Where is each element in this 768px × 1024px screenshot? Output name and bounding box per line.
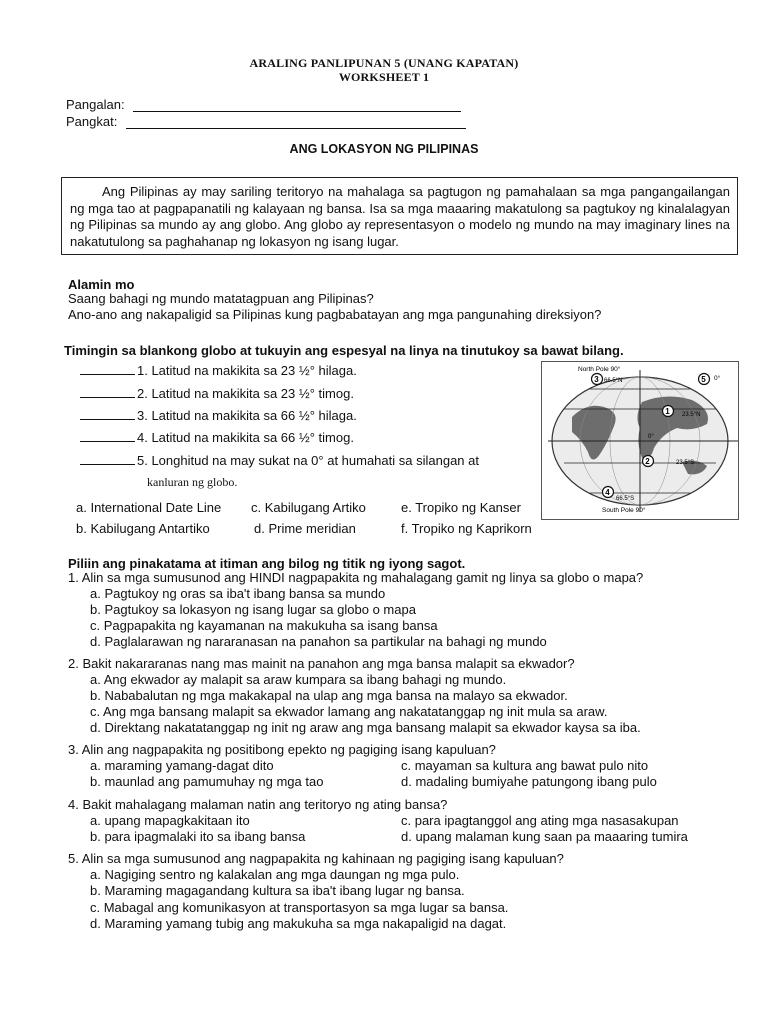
q2-option-b[interactable]: b. Nababalutan ng mga makakapal na ulap ang mga bansa na malayo sa ekwador. [90, 688, 568, 703]
choice-b: b. Kabilugang Antartiko [76, 521, 210, 536]
choice-a: a. International Date Line [76, 500, 222, 515]
q4-option-b[interactable]: b. para ipagmalaki ito sa ibang bansa [90, 829, 306, 844]
intro-text: Ang Pilipinas ay may sariling teritoryo na mahalaga sa pagtugon ng pamahalaan sa mga pangangailangan ng mga tao at pagpapanatili ng kalayaan ng bansa. Isa sa mga maaaring makatulong sa pagtukoy ng kinalalagyan ng Pilipinas sa mundo ay ang globo. Ang globo ay representasyon o modelo ng mundo na may imaginary lines na nakatutulong sa paghahanap ng lokasyon ng isang lugar. [70, 184, 730, 249]
q2-option-a[interactable]: a. Ang ekwador ay malapit sa araw kumpara sa ibang bahagi ng mundo. [90, 672, 507, 687]
worksheet-subject: ARALING PANLIPUNAN 5 (UNANG KAPATAN) [249, 56, 519, 70]
q5-option-d[interactable]: d. Maraming yamang tubig ang makukuha sa mga nakapaligid na dagat. [90, 916, 507, 931]
q2-option-d[interactable]: d. Direktang nakatatanggap ng init ng araw ang mga bansang malapit sa ekwador kaysa sa iba. [90, 720, 641, 735]
choice-f: f. Tropiko ng Kaprikorn [401, 521, 532, 536]
svg-text:1: 1 [665, 407, 670, 416]
worksheet-number: WORKSHEET 1 [338, 70, 430, 84]
question-1: 1. Alin sa mga sumusunod ang HINDI nagpapakita ng mahalagang gamit ng linya sa globo o mapa? [68, 570, 644, 585]
group-label: Pangkat: [66, 114, 118, 129]
svg-text:2: 2 [645, 457, 650, 466]
q4-option-c[interactable]: c. para ipagtanggol ang ating mga nasasakupan [401, 813, 679, 828]
globe-item-text: 4. Latitud na makikita sa 66 ½° timog. [137, 430, 354, 445]
answer-blank[interactable] [80, 432, 135, 442]
n235-label: 23.5°N [682, 412, 701, 418]
globe-item-3 [80, 408, 357, 423]
north-pole-label: North Pole 90° [578, 366, 621, 373]
globe-item-1 [80, 363, 357, 378]
n665-label: 66.5°N [604, 378, 623, 384]
question-5: 5. Alin sa mga sumusunod ang nagpapakita ng kahinaan ng pagiging isang kapuluan? [68, 851, 564, 866]
equator-label: 0° [648, 434, 654, 440]
alamin-question-2: Ano-ano ang nakapaligid sa Pilipinas kung pagbabatayan ang mga pangunahing direksiyon? [68, 307, 602, 322]
group-line[interactable] [126, 115, 466, 129]
globe-item-text: 2. Latitud na makikita sa 23 ½° timog. [137, 386, 354, 401]
globe-instruction: Timingin sa blankong globo at tukuyin ang espesyal na linya na tinutukoy sa bawat bilang. [64, 343, 624, 358]
choice-e: e. Tropiko ng Kanser [401, 500, 521, 515]
globe-item-5-cont: kanluran ng globo. [147, 475, 238, 489]
answer-blank[interactable] [80, 365, 135, 375]
globe-item-2 [80, 386, 354, 401]
alamin-question-1: Saang bahagi ng mundo matatagpuan ang Pilipinas? [68, 291, 374, 306]
marker-5 [699, 374, 710, 385]
globe-svg [542, 362, 738, 519]
marker-2 [643, 456, 654, 467]
q5-option-a[interactable]: a. Nagiging sentro ng kalakalan ang mga daungan ng mga pulo. [90, 867, 460, 882]
intro-box [61, 177, 738, 255]
name-label: Pangalan: [66, 97, 125, 112]
question-2: 2. Bakit nakararanas nang mas mainit na panahon ang mga bansa malapit sa ekwador? [68, 656, 575, 671]
globe-item-text: 3. Latitud na makikita sa 66 ½° hilaga. [137, 408, 357, 423]
globe-item-text: 5. Longhitud na may sukat na 0° at humahati sa silangan at [137, 453, 479, 468]
mcq-instruction: Piliin ang pinakatama at itiman ang bilog ng titik ng iyong sagot. [68, 556, 466, 571]
marker-3 [592, 374, 603, 385]
q5-option-c[interactable]: c. Mabagal ang komunikasyon at transportasyon sa mga lugar sa bansa. [90, 900, 509, 915]
q3-option-d[interactable]: d. madaling bumiyahe patungong ibang pulo [401, 774, 657, 789]
marker-1 [663, 406, 674, 417]
name-field[interactable] [66, 97, 461, 112]
question-4: 4. Bakit mahalagang malaman natin ang teritoryo ng ating bansa? [68, 797, 448, 812]
answer-blank[interactable] [80, 410, 135, 420]
marker-4 [603, 487, 614, 498]
alamin-heading: Alamin mo [68, 277, 135, 292]
choice-c: c. Kabilugang Artiko [251, 500, 366, 515]
q2-option-c[interactable]: c. Ang mga bansang malapit sa ekwador lamang ang nakatatanggap ng init mula sa araw. [90, 704, 608, 719]
q4-option-d[interactable]: d. upang malaman kung saan pa maaaring tumira [401, 829, 688, 844]
q4-option-a[interactable]: a. upang mapagkakitaan ito [90, 813, 250, 828]
q1-option-a[interactable]: a. Pagtukoy ng oras sa iba't ibang bansa sa mundo [90, 586, 386, 601]
globe-item-text: 1. Latitud na makikita sa 23 ½° hilaga. [137, 363, 357, 378]
globe-figure [541, 361, 739, 520]
q1-option-b[interactable]: b. Pagtukoy sa lokasyon ng isang lugar sa globo o mapa [90, 602, 416, 617]
q5-option-b[interactable]: b. Maraming magagandang kultura sa iba't ibang lugar ng bansa. [90, 883, 465, 898]
south-pole-label: South Pole 90° [602, 507, 646, 514]
globe-item-4 [80, 430, 354, 445]
svg-text:3: 3 [594, 375, 599, 384]
question-3: 3. Alin ang nagpapakita ng positibong epekto ng pagiging isang kapuluan? [68, 742, 496, 757]
q1-option-d[interactable]: d. Paglalarawan ng nararanasan na panahon sa partikular na bahagi ng mundo [90, 634, 547, 649]
svg-text:4: 4 [605, 488, 610, 497]
q3-option-a[interactable]: a. maraming yamang-dagat dito [90, 758, 274, 773]
globe-item-5 [80, 453, 479, 468]
s235-label: 23.5°S [676, 460, 695, 466]
choice-d: d. Prime meridian [254, 521, 356, 536]
group-field[interactable] [66, 114, 466, 129]
q3-option-b[interactable]: b. maunlad ang pamumuhay ng mga tao [90, 774, 324, 789]
name-line[interactable] [133, 98, 461, 112]
answer-blank[interactable] [80, 388, 135, 398]
svg-text:5: 5 [701, 375, 706, 384]
q1-option-c[interactable]: c. Pagpapakita ng kayamanan na makukuha sa isang bansa [90, 618, 438, 633]
page-title: ANG LOKASYON NG PILIPINAS [289, 142, 479, 156]
zero-top-label: 0° [714, 375, 721, 382]
s665-label: 66.5°S [616, 496, 635, 502]
q3-option-c[interactable]: c. mayaman sa kultura ang bawat pulo nito [401, 758, 649, 773]
answer-blank[interactable] [80, 455, 135, 465]
